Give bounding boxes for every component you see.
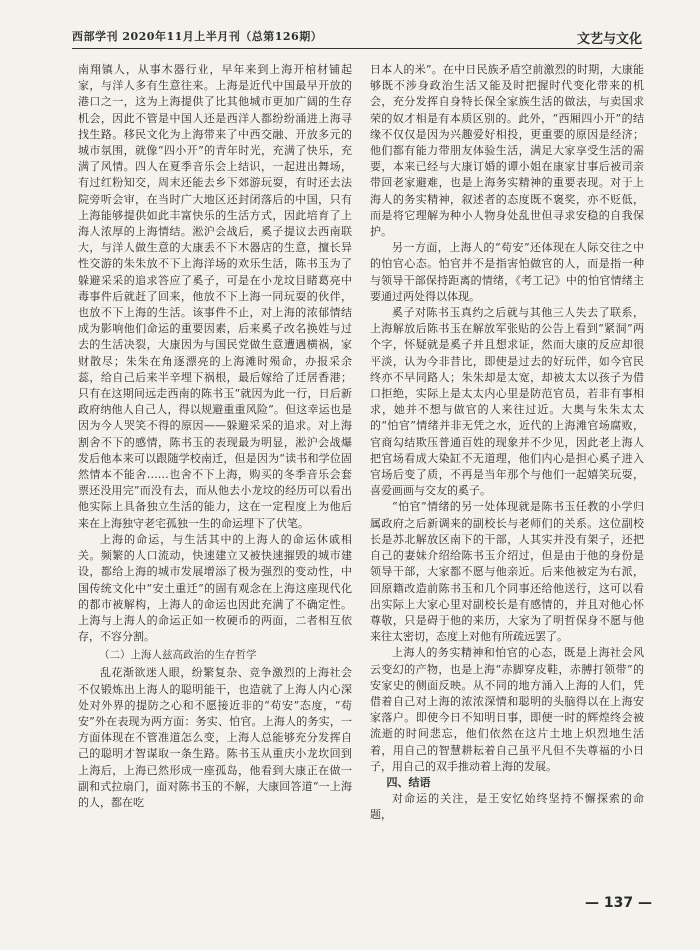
page-number: — 137 — — [585, 895, 652, 911]
paragraph: 上海的命运，与生活其中的上海人的命运休戚相关。频繁的人口流动，快速建立又被快速摧毁的城市建设，都给上海的城市发展增添了极为强烈的变动性，中国传统文化中“安土重迁”的固有观念在上海这座现代化的都市被解构，上海人的命运也因此充满了不确定性。上海与上海人的命运正如一枚硬币的两面，二者相互依存，不容分割。 — [78, 532, 352, 644]
left-column — [78, 62, 352, 892]
journal-info: 西部学刊 2020年11月上半月刊（总第126期） — [72, 30, 323, 43]
article-body — [78, 62, 644, 892]
paragraph: 对命运的关注，是王安忆始终坚持不懈探索的命题， — [370, 791, 644, 822]
paragraph: 奚子对陈书玉真约之后就与其他三人失去了联系，上海解放后陈书玉在解放军张贴的公告上看到“紧洞”两个字，怀疑就是奚子并且想求证，然而大康的反应却很平淡，认为今非昔比，即使是过去的好玩伴，如今官民终亦不早同路人；朱朱却是太宽，却被太太以孩子为借口拒绝，实际上是太太内心里是防范官员，若非有事相求，她并不想与做官的人来往过近。大奥与朱朱太太的“怕官”情绪并非无凭之水，近代的上海滩官场腐败，官商勾结欺压普通百姓的现象并不少见，因此老上海人把官场看成大染缸不无道理，他们内心是担心奚子进入官场后变了质，不再是当年那个与他们一起嬉笑玩耍，喜爱画画与交友的奚子。 — [370, 306, 644, 498]
paragraph: 日本人的米”。在中日民族矛盾空前激烈的时期，大康能够既不涉身政治生活又能及时把握时代变化带来的机会，充分发挥自身特长保全家族生活的做法，与卖国求荣的奴才相是有本质区别的。此外，“西厢四小开”的结缘不仅仅是因为兴趣爱好相投，更重要的原因是经济；他们都有能力带朋友体验生活，满足大家享受生活的需要，本来已经与大康订婚的谭小姐在康家甘事后被司亲带回老家避难，也是上海务实精神的重要表现。对于上海人的务实精神，叙述者的态度既不褒奖，亦不贬低，而是将它理解为种小人物身处乱世但寻求安稳的自我保护。 — [370, 63, 644, 239]
header-rule — [72, 48, 642, 49]
page-header — [72, 20, 642, 56]
subheading: （二）上海人兹高政治的生存哲学 — [99, 649, 257, 662]
paragraph: “怕官”情绪的另一处体现就是陈书玉任教的小学归属政府之后新调来的副校长与老师们的关系。这位副校长是苏北解放区南下的干部，人其实并没有架子，还把自己的妻妹介绍给陈书玉介绍过，但是由于他的身份是领导干部，大家都不愿与他亲近。后来他被定为右派，回原籍改造前陈书玉和几个同事还给他送行，这可以看出实际上大家心里对副校长是有感情的，并且对他心怀尊敬，只是碍于他的来历，大家为了明哲保身不愿与他来往太密切，态度上对他有所疏远罢了。 — [370, 500, 644, 644]
paragraph: 乱花渐欲迷人眼，纷繁复杂、竞争激烈的上海社会不仅锻炼出上海人的聪明能干，也造就了上海人内心深处对外界的提防之心和不愿接近非的“苟安”态度，“苟安”外在表现为两方面：务实、怕官。上海人的务实，一方面体现在不管准道怎么变，上海人总能够充分发挥自己的聪明才智谋取一条生路。陈书玉从重庆小龙坎回到上海后，上海已然形成一座孤岛，他看到大康正在做一副和式拉扇门，面对陈书玉的不解，大康回答道“一上海的人，都在吃 — [78, 666, 352, 809]
paragraph: 南翔镇人，从事木器行业，早年来到上海开棺材铺起家，与洋人多有生意往来。上海是近代中国最早开放的港口之一，这为上海提供了比其他城市更加广阔的生存机会，因此不管是中国人还是西洋人都纷纷涌进上海寻找生路。移民文化为上海带来了中西交融、开放多元的城市氛围，就像“四小开”的青年时光，充满了快乐，充满了风情。四人在夏季音乐会上结识，一起进出舞场，有过红粉知交，周末还能去乡下郊游玩耍，有时还去法院旁听会审，在当时广大地区还封闭落后的中国，只有上海能够提供如此丰富快乐的生活方式，因此培育了上海人浓厚的上海情结。淞沪会战后，奚子提议去西南联大，与洋人做生意的大康丢不下木器店的生意，擅长异性交游的朱朱放不下上海洋场的欢乐生活，陈书玉为了躲避采采的追求答应了奚子，可是在小龙坟目睹葛亮中毒事件后就赶了回来，他放不下上海一同玩耍的伙伴，也放不下上海的生活。该事件不止，对上海的浓郁情结成为影响他们命运的重要因素，后来奚子改名换姓与过去的生活决裂，大康因为与国民党做生意遭遇横祸，家财散尽；朱朱在角逐漂亮的上海滩时殒命，办报采余蕊，给自己后来半辛埋下祸根，最后嫁给了迁居香港；只有在这期间远走西南的陈书玉“就因为此一行，日后新政府纳他人自己人，得以规避重重风险”。但这幸运也是因为今人哭笑不得的原因——躲避采采的追求。对上海割舍不下的感情，陈书玉的表现最为明显，淞沪会战爆发后他本来可以跟随学校南迁，但是因为“读书和学位固然情本不能舍……也舍不下上海，购买的冬季音乐会套票还没用完”而没有去，而从他去小龙坟的经历可以看出他实际上具备独立生活的能力，这在一定程度上为他后来在上海独守老宅孤独一生的命运埋下了伏笔。 — [78, 63, 352, 530]
right-column — [370, 62, 644, 892]
paragraph: 另一方面，上海人的“苟安”还体现在人际交往之中的怕官心态。怕官并不是指害怕做官的人，而是指一种与领导干部保持距离的情绪，《考工记》中的怕官情绪主要通过两处得以体现。 — [370, 241, 644, 303]
paragraph: 上海人的务实精神和怕官的心态，既是上海社会风云变幻的产物，也是上海“赤脚穿皮鞋，赤膊打领带”的安家史的侧面反映。从不同的地方涌入上海的人们，凭借着自己对上海的浓浓深情和聪明的头脑得以在上海安家落户。即使今日不知明日事，即便一时的辉煌终会被流逝的时间悲忘，他们依然在这片土地上炽烈地生活着，用自己的智慧耕耘着自己虽平凡但不失尊福的小日子，用自己的双手推动着上海的发展。 — [370, 646, 644, 773]
section-heading: 四、结语 — [386, 775, 431, 789]
section-title: 文艺与文化 — [576, 32, 642, 47]
